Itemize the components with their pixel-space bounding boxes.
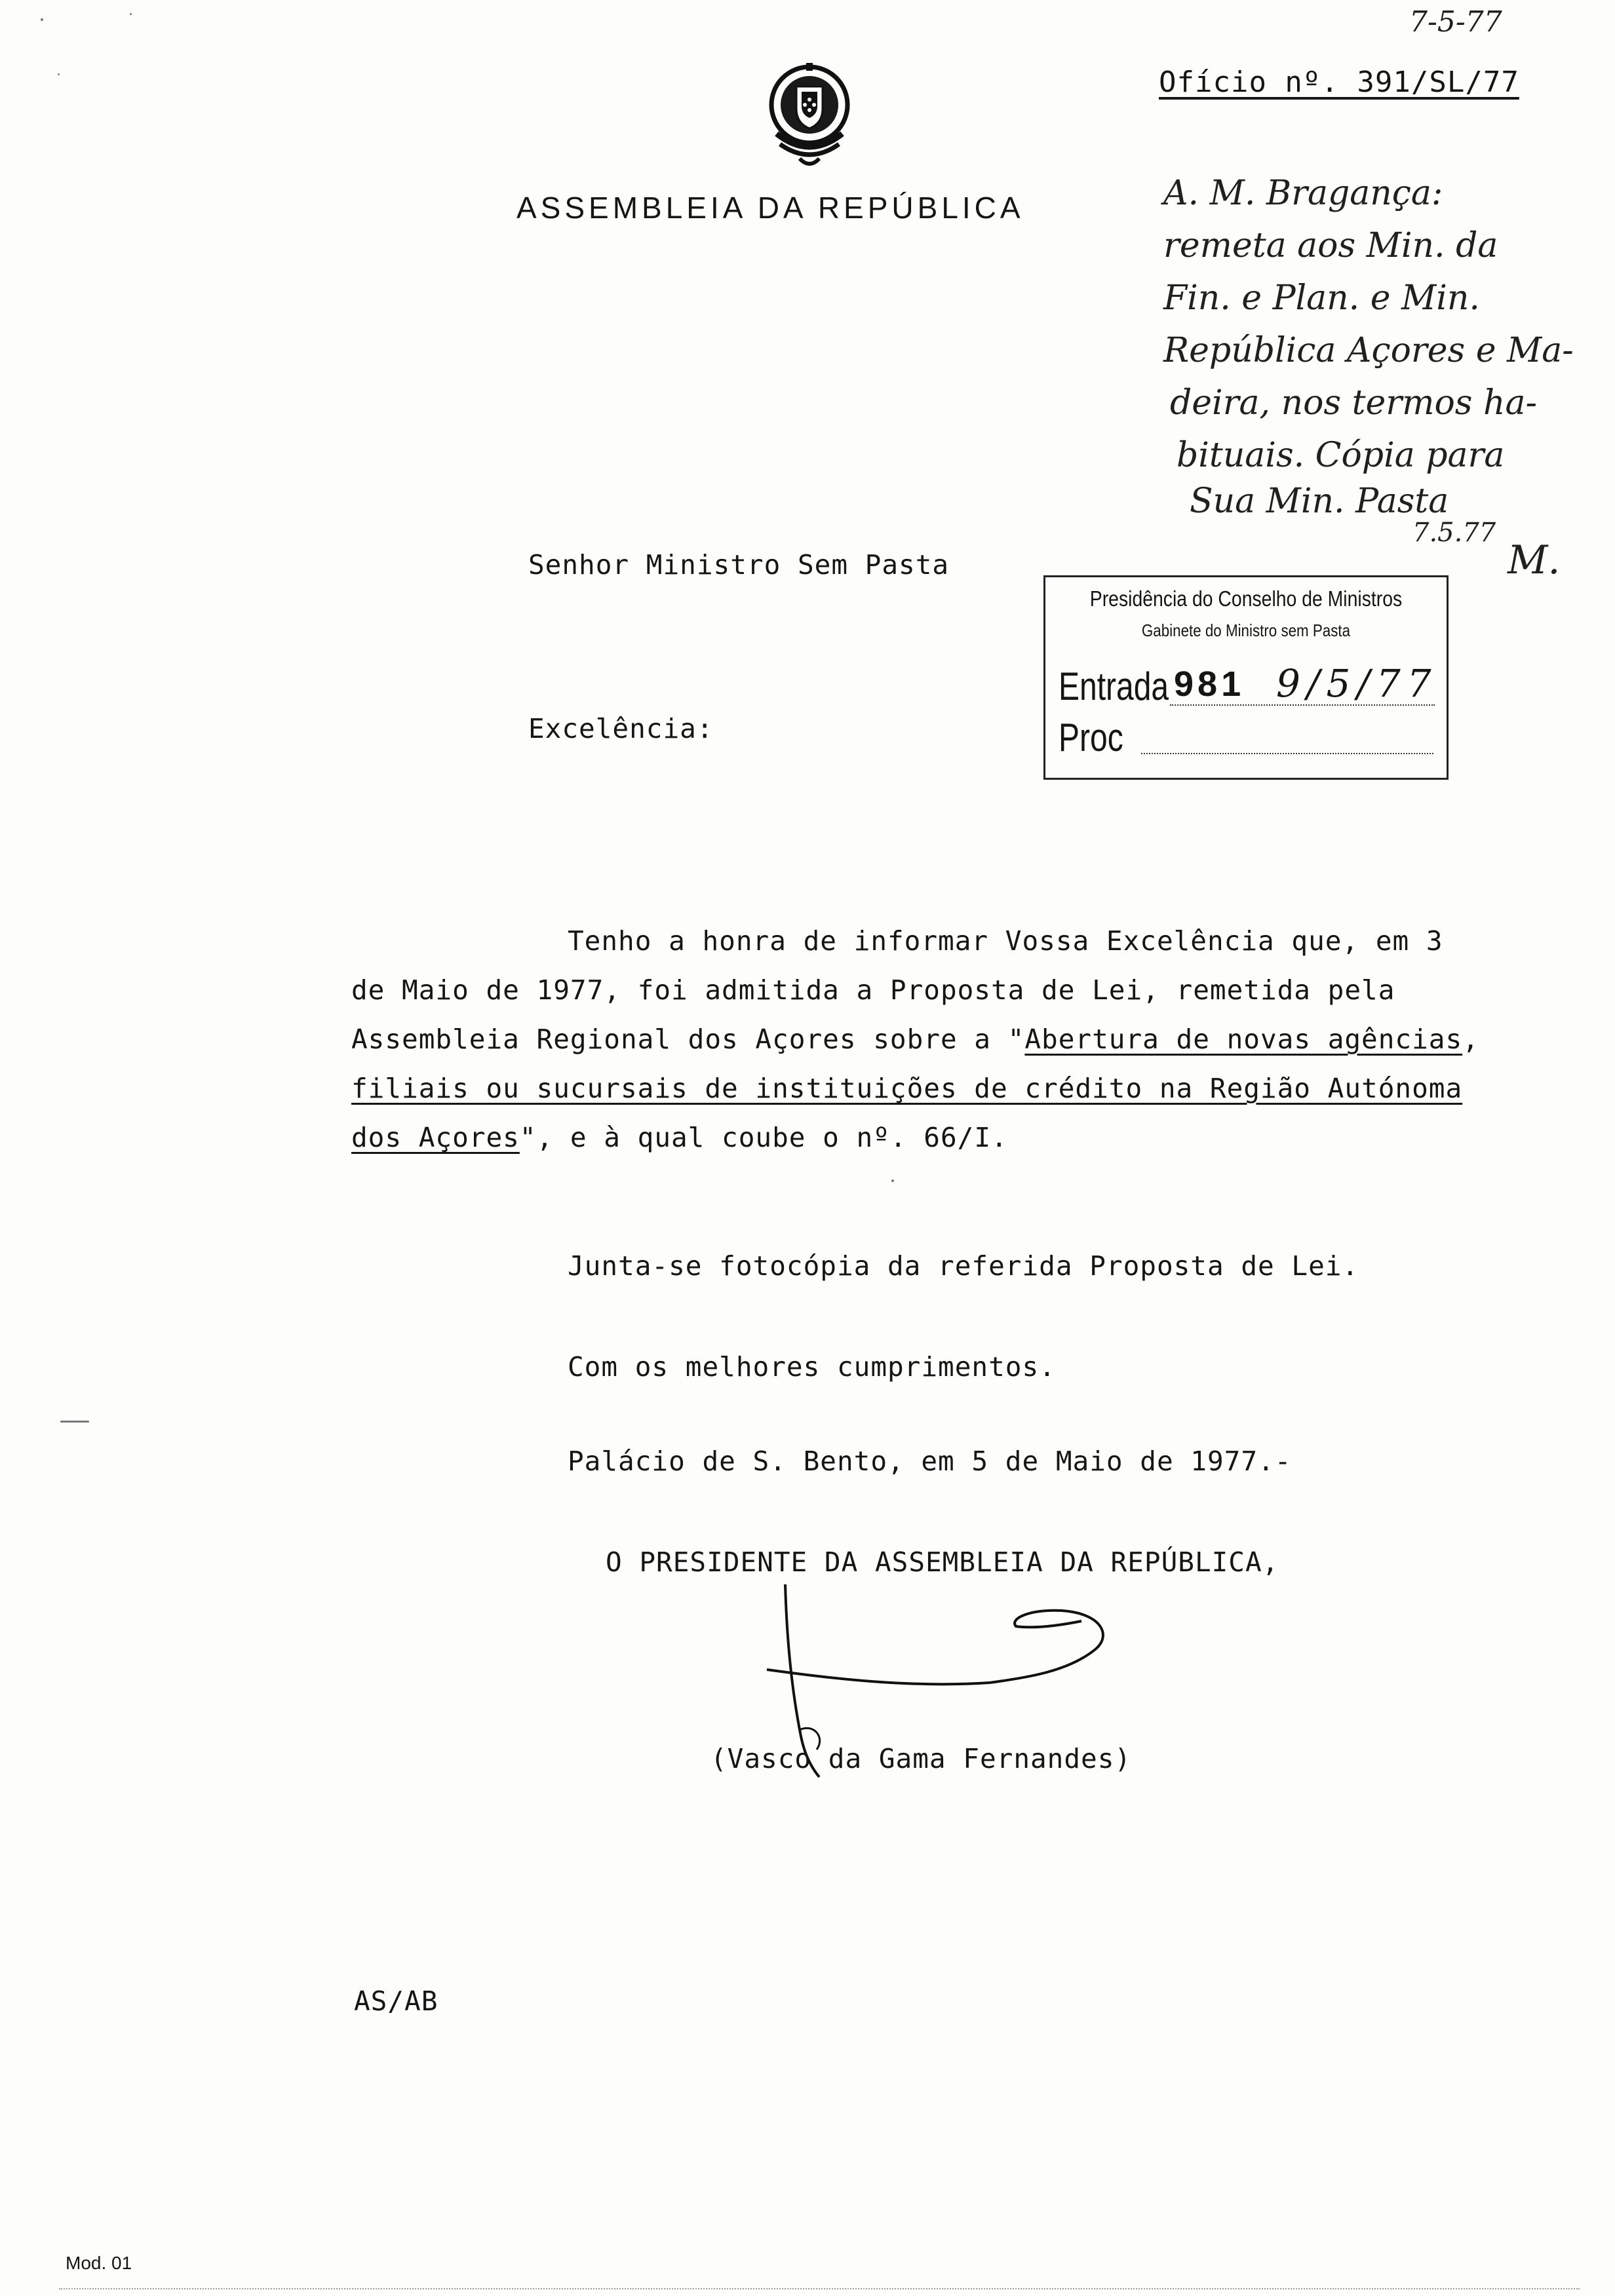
body-line: dos Açores", e à qual coube o nº. 66/I. — [351, 1122, 1008, 1153]
closing-line: Com os melhores cumprimentos. — [568, 1351, 1056, 1383]
note-line: remeta aos Min. da — [1163, 226, 1498, 265]
initials-reference: AS/AB — [354, 1985, 438, 2017]
reception-stamp — [1043, 575, 1449, 780]
signatory-name: (Vasco da Gama Fernandes) — [710, 1743, 1132, 1774]
stamp-cabinet-name: Gabinete do Ministro sem Pasta — [1141, 621, 1351, 640]
scan-speck — [130, 13, 132, 15]
underlined-subject: Abertura de novas agências — [1024, 1024, 1463, 1055]
note-line: Sua Min. Pasta — [1190, 482, 1449, 521]
note-date: 7.5.77 — [1412, 518, 1496, 548]
stamp-office-name: Presidência do Conselho de Ministros — [1089, 586, 1403, 611]
institution-title: ASSEMBLEIA DA REPÚBLICA — [516, 191, 1024, 225]
body-line: Tenho a honra de informar Vossa Excelência que, em 3 — [568, 925, 1443, 957]
stamp-entrada-label: Entrada — [1059, 664, 1169, 708]
note-line: deira, nos termos ha- — [1170, 383, 1538, 423]
enclosure-line: Junta-se fotocópia da referida Proposta de Lei. — [568, 1250, 1359, 1282]
form-code: Mod. 01 — [66, 2253, 132, 2273]
stamp-entrada-number: 981 — [1174, 664, 1245, 704]
note-line: A. M. Bragança: — [1163, 174, 1443, 213]
body-line — [351, 1073, 1462, 1104]
note-line: bituais. Cópia para — [1177, 436, 1505, 475]
coat-of-arms-emblem — [760, 60, 859, 172]
body-line: de Maio de 1977, foi admitida a Proposta de Lei, remetida pela — [351, 974, 1395, 1006]
scan-speck — [58, 73, 60, 75]
signatory-title: O PRESIDENTE DA ASSEMBLEIA DA REPÚBLICA, — [606, 1546, 1279, 1578]
stamp-entrada-date: 9/5/77 — [1276, 661, 1438, 706]
reference-number: Ofício nº. 391/SL/77 — [1159, 66, 1519, 99]
scan-speck — [60, 1421, 89, 1423]
body-line: Assembleia Regional dos Açores sobre a "Abertura de novas agências, — [351, 1024, 1479, 1055]
scan-speck — [41, 18, 43, 21]
stamp-proc-rule — [1141, 753, 1433, 754]
addressee: Senhor Ministro Sem Pasta — [528, 549, 950, 581]
salutation: Excelência: — [528, 713, 714, 744]
handwritten-top-date: 7-5-77 — [1409, 5, 1502, 39]
note-line: República Açores e Ma- — [1163, 331, 1574, 370]
stamp-entrada-rule — [1170, 704, 1435, 706]
bottom-edge-rule — [59, 2288, 1580, 2289]
underlined-subject: dos Açores — [351, 1122, 520, 1153]
stamp-proc-label: Proc — [1059, 716, 1123, 759]
note-initials: M. — [1508, 537, 1561, 583]
note-line: Fin. e Plan. e Min. — [1163, 278, 1480, 318]
scan-speck — [891, 1179, 894, 1182]
place-date-line: Palácio de S. Bento, em 5 de Maio de 1977.- — [568, 1445, 1292, 1477]
underlined-subject: filiais ou sucursais de instituições de crédito na Região Autónoma — [351, 1073, 1463, 1104]
